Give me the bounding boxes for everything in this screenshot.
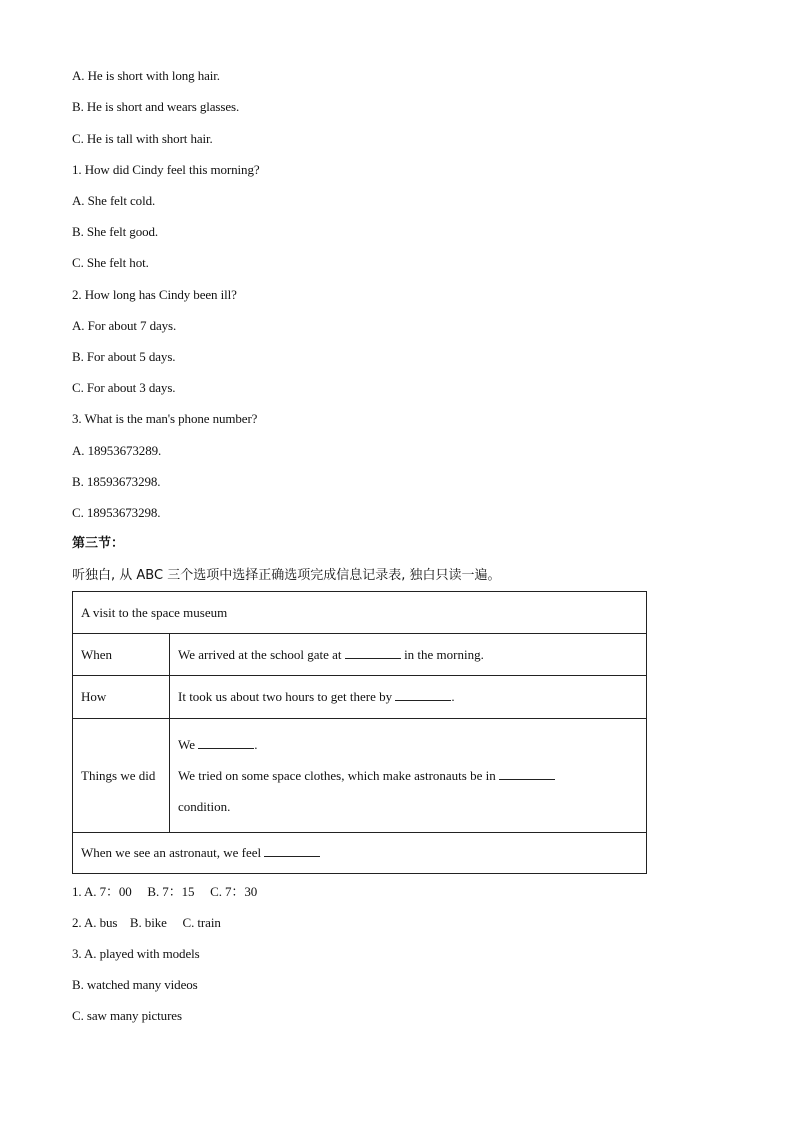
how-text-after: . <box>451 689 455 704</box>
how-label: How <box>73 676 170 719</box>
things-label: Things we did <box>73 719 170 833</box>
answer-blank-1[interactable] <box>345 647 401 659</box>
question-2: 2. How long has Cindy been ill? <box>72 287 237 302</box>
things-cell <box>170 719 647 833</box>
answer-blank-4[interactable] <box>499 768 555 780</box>
question-3: 3. What is the man's phone number? <box>72 411 258 426</box>
question-2-option-b: B. For about 5 days. <box>72 349 176 364</box>
answer-options-1: 1. A. 7：00 B. 7：15 C. 7：30 <box>72 884 258 899</box>
when-cell <box>170 634 647 676</box>
things-line-1-before: We <box>178 736 195 752</box>
how-text-before: It took us about two hours to get there by <box>178 689 393 704</box>
feel-text-before: When we see an astronaut, we feel <box>81 845 262 860</box>
option-prev-a: A. He is short with long hair. <box>72 68 220 83</box>
question-3-option-b: B. 18593673298. <box>72 474 161 489</box>
section-instruction: 听独白, 从 ABC 三个选项中选择正确选项完成信息记录表, 独白只读一遍。 <box>72 568 501 583</box>
answer-options-3a: 3. A. played with models <box>72 946 200 961</box>
question-1: 1. How did Cindy feel this morning? <box>72 162 260 177</box>
things-line-3: condition. <box>178 798 231 814</box>
answer-options-3c: C. saw many pictures <box>72 1008 182 1023</box>
option-prev-c: C. He is tall with short hair. <box>72 131 213 146</box>
when-label: When <box>73 634 170 676</box>
things-line-1-after: . <box>254 736 258 752</box>
when-text-before: We arrived at the school gate at <box>178 646 342 662</box>
when-text-after: in the morning. <box>404 646 484 662</box>
answer-options-2: 2. A. bus B. bike C. train <box>72 915 221 930</box>
question-1-option-c: C. She felt hot. <box>72 255 149 270</box>
answer-options-3b: B. watched many videos <box>72 977 198 992</box>
feel-cell <box>73 833 647 874</box>
question-1-option-a: A. She felt cold. <box>72 193 156 208</box>
question-3-option-a: A. 18953673289. <box>72 443 162 458</box>
things-line-2 <box>178 768 638 784</box>
answer-blank-3[interactable] <box>198 737 254 749</box>
question-2-option-c: C. For about 3 days. <box>72 380 176 395</box>
things-line-2-before: We tried on some space clothes, which make astronauts be in <box>178 767 496 783</box>
things-line-1 <box>178 737 638 753</box>
table-title: A visit to the space museum <box>73 592 647 634</box>
option-prev-b: B. He is short and wears glasses. <box>72 99 240 114</box>
answer-blank-2[interactable] <box>395 689 451 701</box>
how-cell <box>170 676 647 719</box>
question-3-option-c: C. 18953673298. <box>72 505 161 520</box>
info-record-table <box>72 591 647 874</box>
section-heading: 第三节： <box>72 536 125 551</box>
answer-blank-5[interactable] <box>264 845 320 857</box>
question-1-option-b: B. She felt good. <box>72 224 159 239</box>
question-2-option-a: A. For about 7 days. <box>72 318 177 333</box>
